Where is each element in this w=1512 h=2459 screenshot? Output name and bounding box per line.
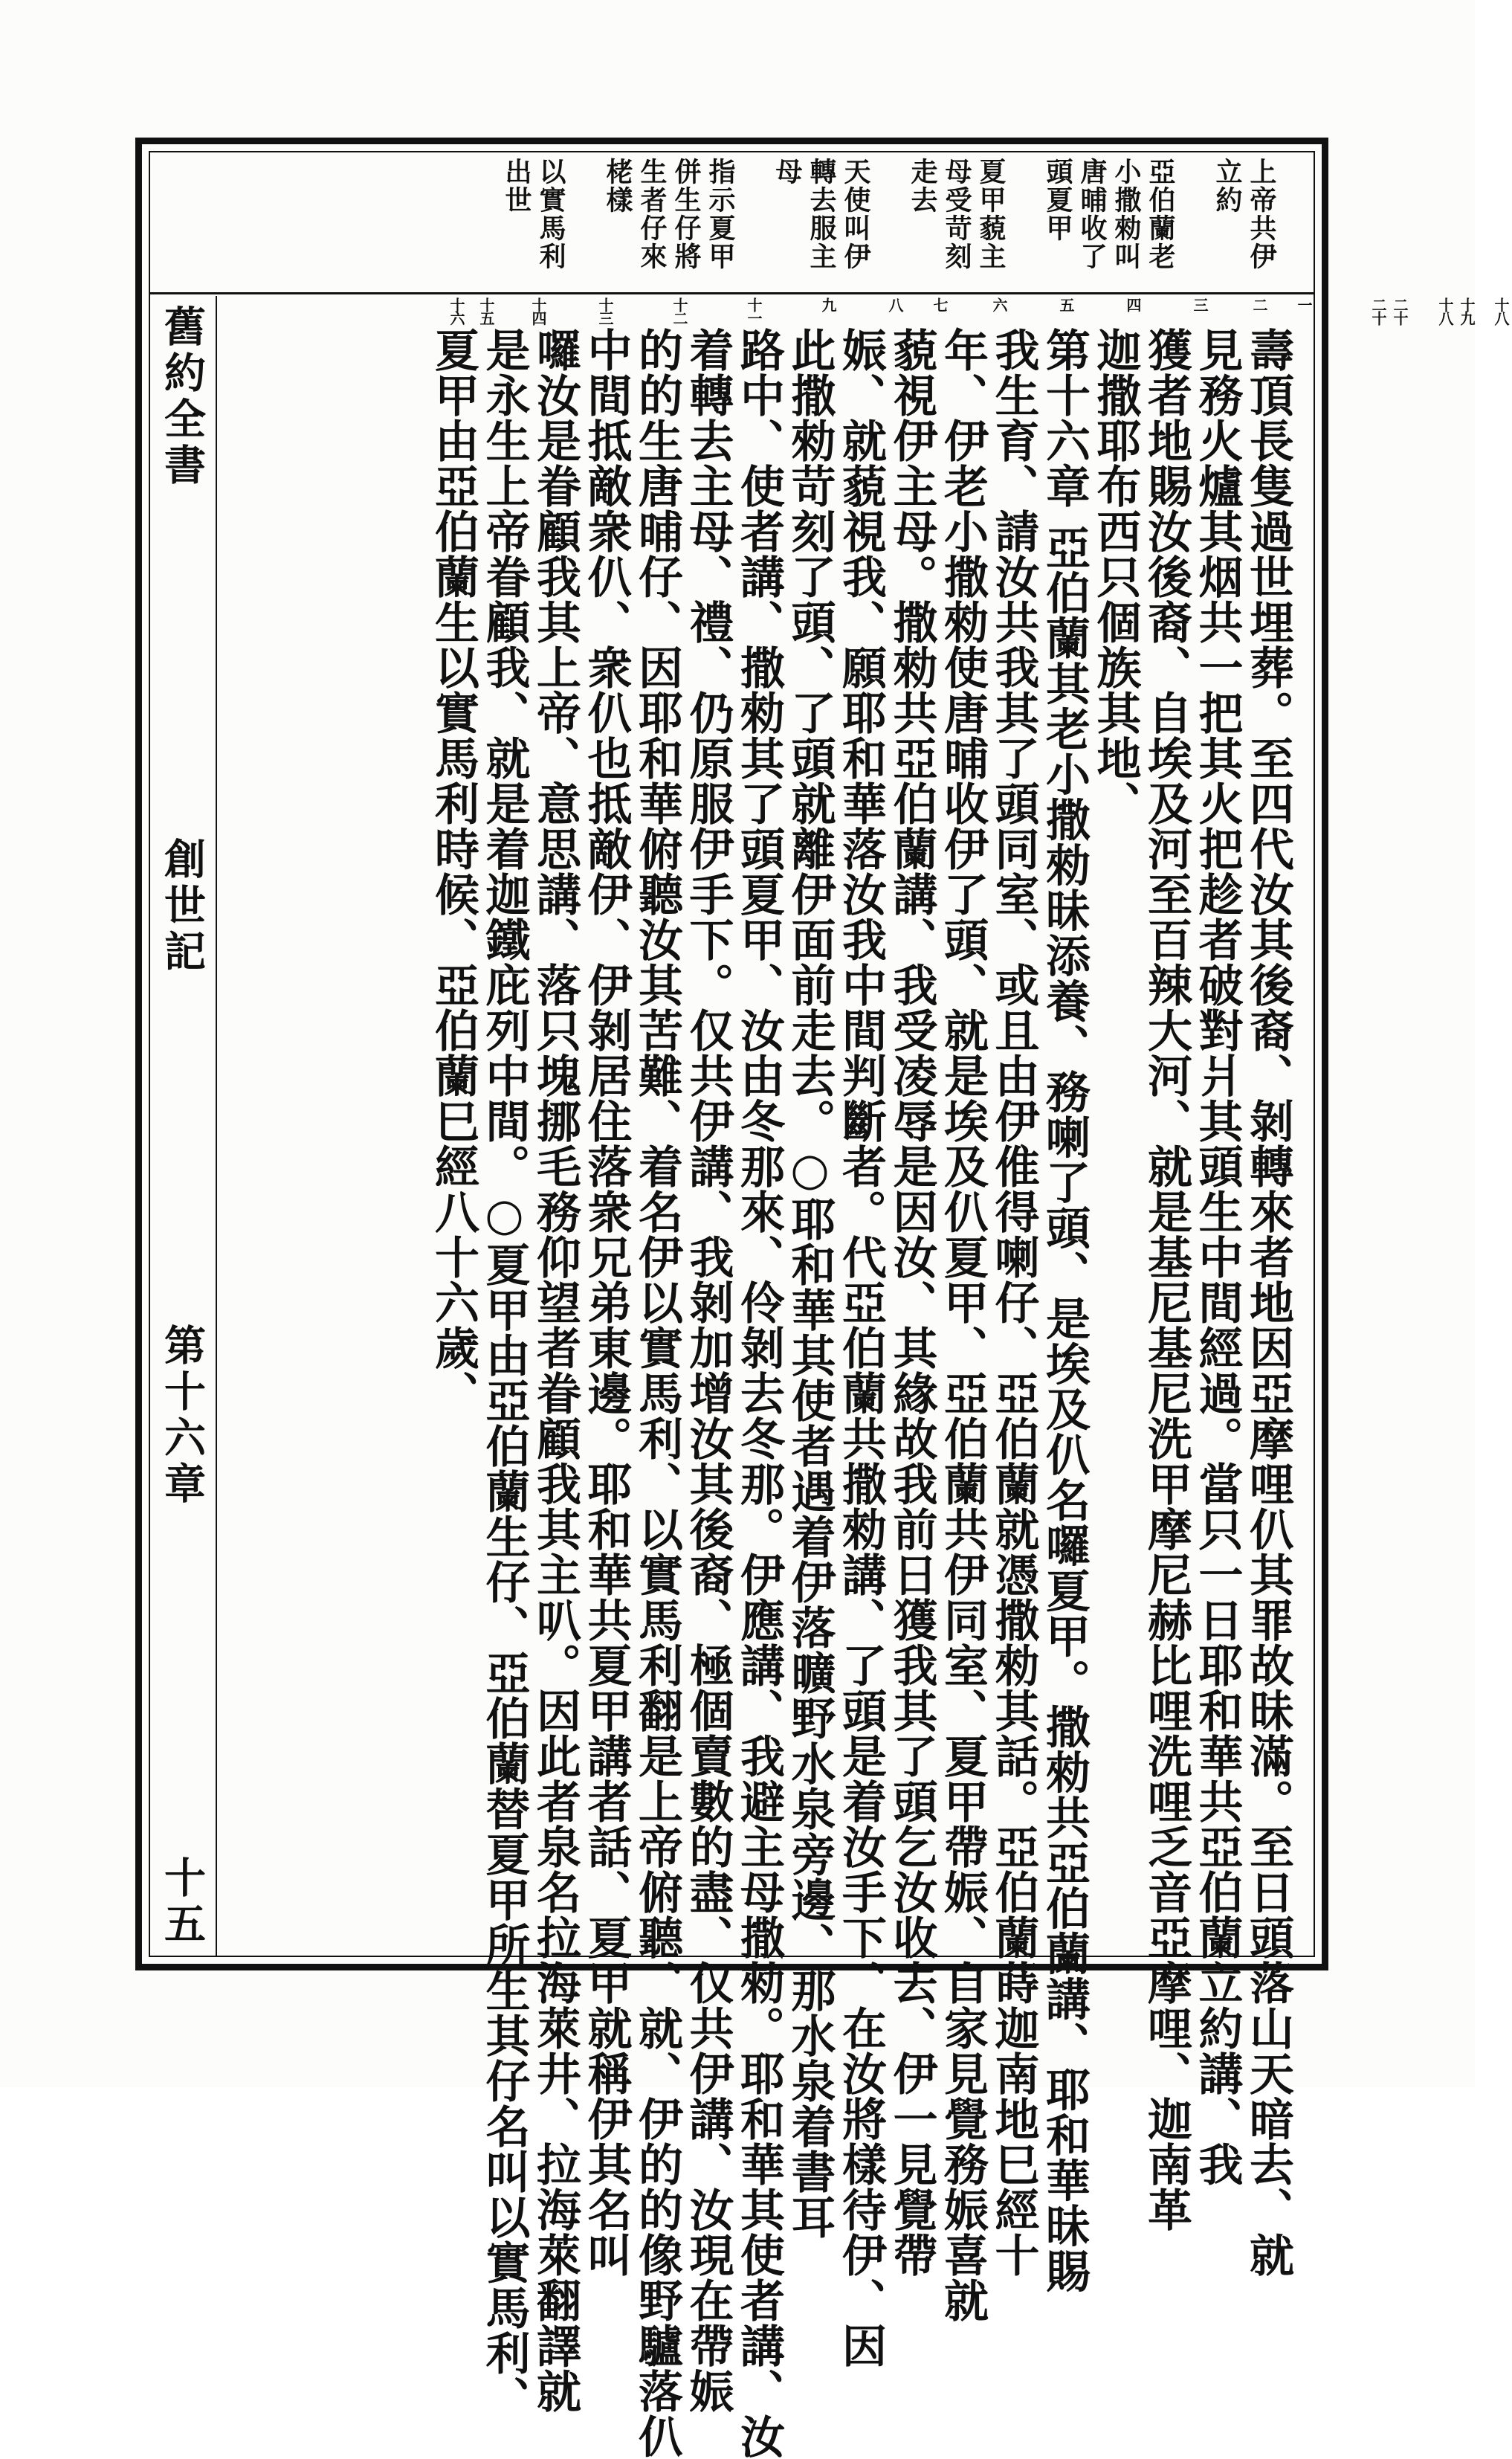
text-line: 此撒勑苛刻了頭、了頭就離伊面前走去。○耶和華其使者遇着伊落曠野水泉旁邊、那水泉着書耳 — [784, 327, 836, 2240]
verse-number: 五 — [1057, 297, 1075, 311]
verse-number: 十五 — [477, 297, 495, 324]
chapter-label: 第十六章 — [158, 1324, 207, 1508]
margin-note: 天使叫伊轉去服主母 — [772, 158, 871, 271]
page-number: 十五 — [158, 1856, 207, 1948]
text-line: 迦撒耶布西只個族其地、 — [1089, 327, 1142, 826]
text-line: 是永生上帝眷顧我、就是着迦鐵庇列中間。○夏甲由亞伯蘭生仔、亞伯蘭替夏甲所生其仔名叫以實馬利、 — [478, 327, 531, 2421]
book-title: 創世記 — [158, 837, 207, 976]
verse-number: 七 — [931, 297, 949, 311]
verse-number: 三 — [1191, 297, 1209, 311]
header-rule — [149, 292, 1315, 294]
verse-number: 六 — [990, 297, 1008, 311]
margin-notes — [238, 158, 1279, 290]
running-head — [152, 305, 212, 1948]
text-line: 夏甲由亞伯蘭生以實馬利時候、亞伯蘭巳經八十六歲、 — [427, 327, 479, 1416]
verse-number: 十三 — [596, 297, 614, 324]
text-line: 的的生唐晡仔、因耶和華俯聽汝其苦難、着名伊以實馬利、以實馬利翻是上帝俯聽、就、伊的的像野驢落仈 — [631, 327, 683, 2459]
text-line: 我生育、請汝共我其了頭同室、或且由伊倠得喇仔、亞伯蘭就憑撒勑其話。亞伯蘭蒔迦南地巳經十 — [987, 327, 1040, 2278]
verse-number: 二十 二十 — [1369, 297, 1409, 324]
text-line: 見務火爐其烟共一把其火把趁者破對爿其頭生中間經過。當只一日耶和華共亞伯蘭立約講、我 — [1191, 327, 1244, 2187]
text-line: 路中、使者講、撒勑其了頭夏甲、汝由冬那來、伶剝去冬那。伊應講、我避主母撒勑。耶和華其使者講、汝 — [733, 327, 785, 2459]
verse-number: 十九 十八 — [1436, 297, 1476, 324]
verse-number: 二 — [1250, 297, 1268, 311]
text-line: 年、伊老小撒勑使唐晡收伊了頭、就是埃及仈夏甲、亞伯蘭共伊同室、夏甲帶娠、自家見覺務娠喜就 — [937, 327, 989, 2323]
verse-number: 十一 — [745, 297, 763, 324]
margin-note: 以實馬利出世 — [501, 158, 566, 271]
text-line: 中間抵敵衆仈、衆仈也抵敵伊、伊剝居住落衆兄弟東邊。耶和華共夏甲講者話、夏甲就稱伊其名叫 — [580, 327, 633, 2278]
chapter-start-line: 第十六章 亞伯蘭其老小撒勑昧添養、務喇了頭、是埃及仈名囉夏甲。撒勑共亞伯蘭講、耶和華昧賜 — [1038, 327, 1091, 2294]
verse-number: 四 — [1124, 297, 1142, 311]
verse-number: 十二 — [671, 297, 688, 324]
margin-note: 夏甲藐主母受苛刻走去 — [907, 158, 1007, 271]
margin-note: 上帝共伊立約 — [1212, 158, 1277, 271]
verse-number: 十四 — [529, 297, 547, 324]
text-line: 着轉去主母、禮、仍原服伊手下。仅共伊講、我剝加增汝其後裔、極個賣數的盡、仅共伊講、汝現在帶娠 — [682, 327, 734, 2414]
text-line: 娠、就藐視我、願耶和華落汝我中間判斷者。代亞伯蘭共撒勑講、了頭是着汝手下、在汝將樣待伊、因 — [835, 327, 887, 2368]
text-line: 囉汝是眷顧我其上帝、意思講、落只塊挪毛務仰望者眷顧我其主叭。因此者泉名拉海萊井、拉海萊翻譯就 — [529, 327, 581, 2414]
scripture-body — [223, 327, 1294, 2459]
book-collection-title: 舊約全書 — [158, 305, 207, 489]
text-line: 壽頂長隻過世埋葬。至四代汝其後裔、剝轉來者地因亞摩哩仈其罪故昧滿。至日頭落山天暗去、就 — [1242, 327, 1294, 2278]
verse-number: 十八 — [1492, 297, 1510, 324]
verse-number: 一 — [1295, 297, 1313, 311]
text-line: 獲者地賜汝後裔、自埃及河至百辣大河、就是基尼基尼洗甲摩尼赫比哩洗哩乏音亞摩哩、迦南革 — [1140, 327, 1192, 2232]
verse-number-row — [223, 297, 1510, 324]
verse-number: 九 — [819, 297, 837, 311]
verse-number: 十六 — [448, 297, 465, 324]
text-line: 藐視伊主母。撒勑共亞伯蘭講、我受凌辱是因汝、其緣故我前日獲我其了頭乞汝收去、伊一見覺帶 — [885, 327, 938, 2278]
margin-note: 指示夏甲併生仔將生者仔來栳樣 — [602, 158, 736, 271]
margin-note: 亞伯蘭老小撒勑叫唐晡收了頭夏甲 — [1042, 158, 1176, 271]
verse-number: 八 — [886, 297, 904, 311]
